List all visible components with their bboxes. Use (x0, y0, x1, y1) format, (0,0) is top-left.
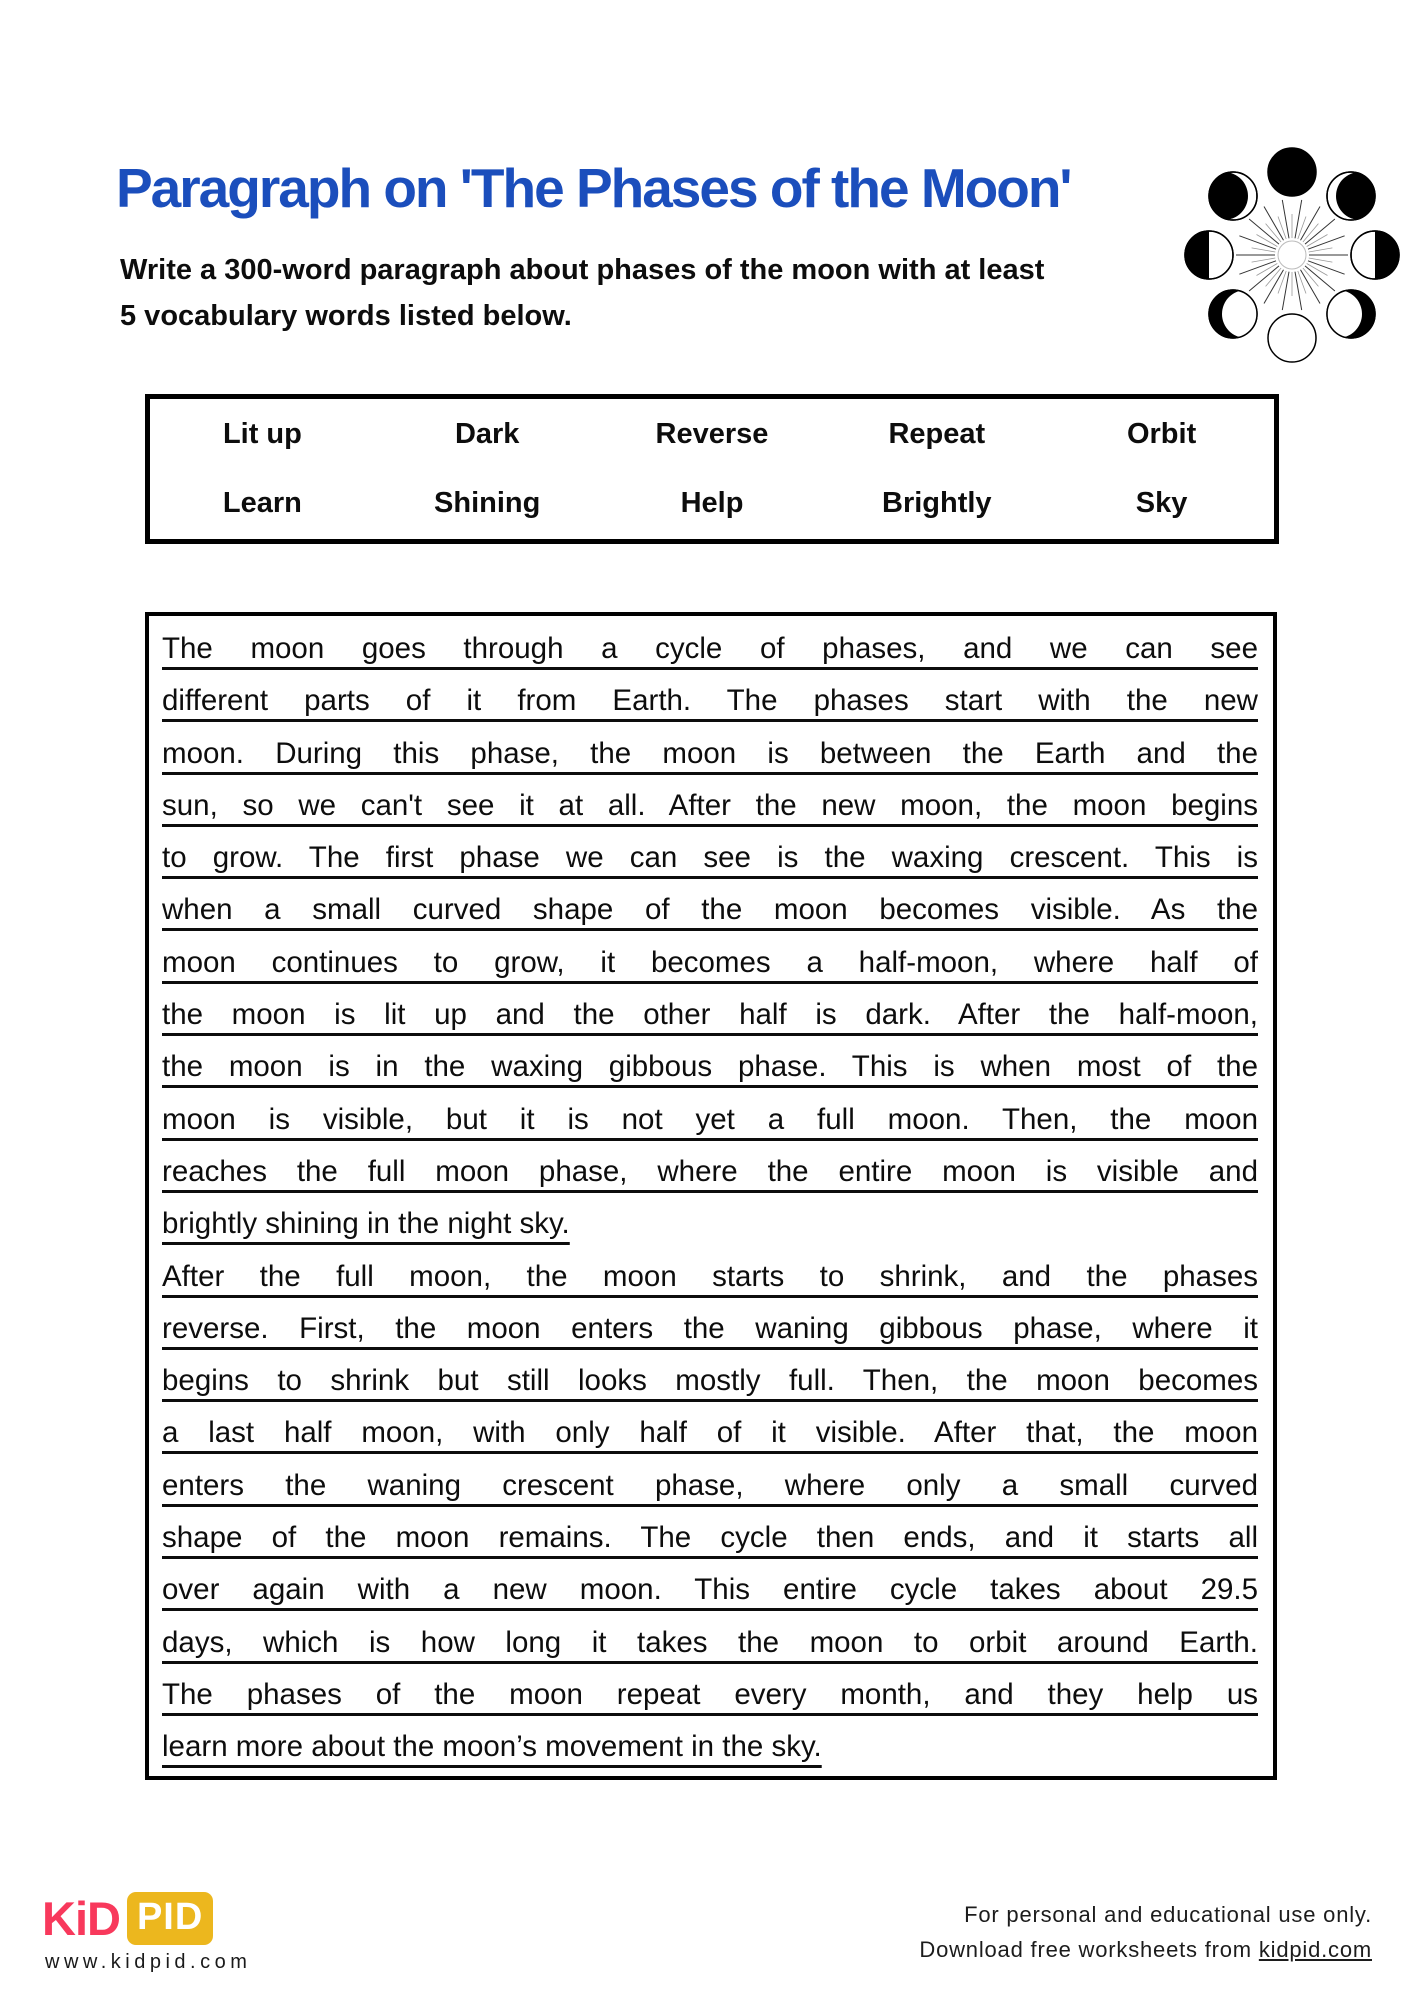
essay-line: days, which is how long it takes the moon to orbit around Earth. (162, 1625, 1258, 1659)
logo-pid-badge: PID (127, 1892, 213, 1945)
essay-line: the moon is lit up and the other half is dark. After the half-moon, (162, 998, 1258, 1032)
vocab-word: Brightly (882, 487, 992, 519)
website-url: www.kidpid.com (45, 1951, 252, 1973)
vocab-word: Repeat (888, 418, 986, 450)
essay-line: reverse. First, the moon enters the waning gibbous phase, where it (162, 1311, 1258, 1345)
vocab-word: Reverse (655, 418, 769, 450)
vocab-word: Help (680, 487, 744, 519)
essay-line: reaches the full moon phase, where the entire moon is visible and (162, 1154, 1258, 1188)
instructions (120, 247, 1044, 339)
essay-line: the moon is in the waxing gibbous phase. This is when most of the (162, 1050, 1258, 1084)
essay-line: over again with a new moon. This entire cycle takes about 29.5 (162, 1573, 1258, 1607)
download-line (919, 1932, 1372, 1967)
vocab-word: Sky (1135, 487, 1188, 519)
phase-new-moon (1268, 148, 1316, 196)
instruction-line-2: 5 vocabulary words listed below. (120, 300, 572, 332)
essay-line: The phases of the moon repeat every month, and they help us (162, 1677, 1258, 1711)
essay-line: to grow. The first phase we can see is the waxing crescent. This is (162, 841, 1258, 875)
kidpid-logo (42, 1891, 213, 1946)
essay-line: learn more about the moon’s movement in the sky. (162, 1730, 822, 1764)
essay-line: brightly shining in the night sky. (162, 1207, 570, 1241)
logo-kid-text: KiD (42, 1892, 120, 1945)
essay-line: different parts of it from Earth. The phases start with the new (162, 684, 1258, 718)
essay-line: moon continues to grow, it becomes a half-moon, where half of (162, 945, 1258, 979)
footer-usage-note (919, 1897, 1372, 1967)
essay-line: sun, so we can't see it at all. After the new moon, the moon begins (162, 788, 1258, 822)
essay-line: enters the waning crescent phase, where only a small curved (162, 1468, 1258, 1502)
download-line-text: Download free worksheets from (919, 1937, 1259, 1962)
essay-line: begins to shrink but still looks mostly full. Then, the moon becomes (162, 1364, 1258, 1398)
essay-line: moon is visible, but it is not yet a full moon. Then, the moon (162, 1102, 1258, 1136)
essay-answer-box (145, 612, 1277, 1780)
essay-line: moon. During this phase, the moon is between the Earth and the (162, 736, 1258, 770)
kidpid-link[interactable]: kidpid.com (1258, 1937, 1372, 1962)
vocab-word: Orbit (1126, 418, 1197, 450)
essay-line: After the full moon, the moon starts to shrink, and the phases (162, 1259, 1258, 1293)
essay-line: when a small curved shape of the moon becomes visible. As the (162, 893, 1258, 927)
instruction-line-1: Write a 300-word paragraph about phases of the moon with at least (120, 254, 1045, 286)
page-title: Paragraph on 'The Phases of the Moon' (116, 157, 1071, 219)
essay-line: shape of the moon remains. The cycle then ends, and it starts all (162, 1521, 1258, 1555)
vocab-word: Dark (454, 418, 520, 450)
vocabulary-box (145, 394, 1279, 544)
essay-line: The moon goes through a cycle of phases, and we can see (162, 632, 1258, 665)
essay-line: a last half moon, with only half of it visible. After that, the moon (162, 1416, 1258, 1450)
vocab-word: Learn (222, 487, 302, 519)
usage-line: For personal and educational use only. (964, 1902, 1372, 1927)
moon-phases-cycle-icon (1180, 130, 1410, 378)
vocab-word: Lit up (222, 418, 302, 450)
phase-full-moon (1268, 314, 1316, 362)
vocab-word: Shining (434, 487, 541, 519)
